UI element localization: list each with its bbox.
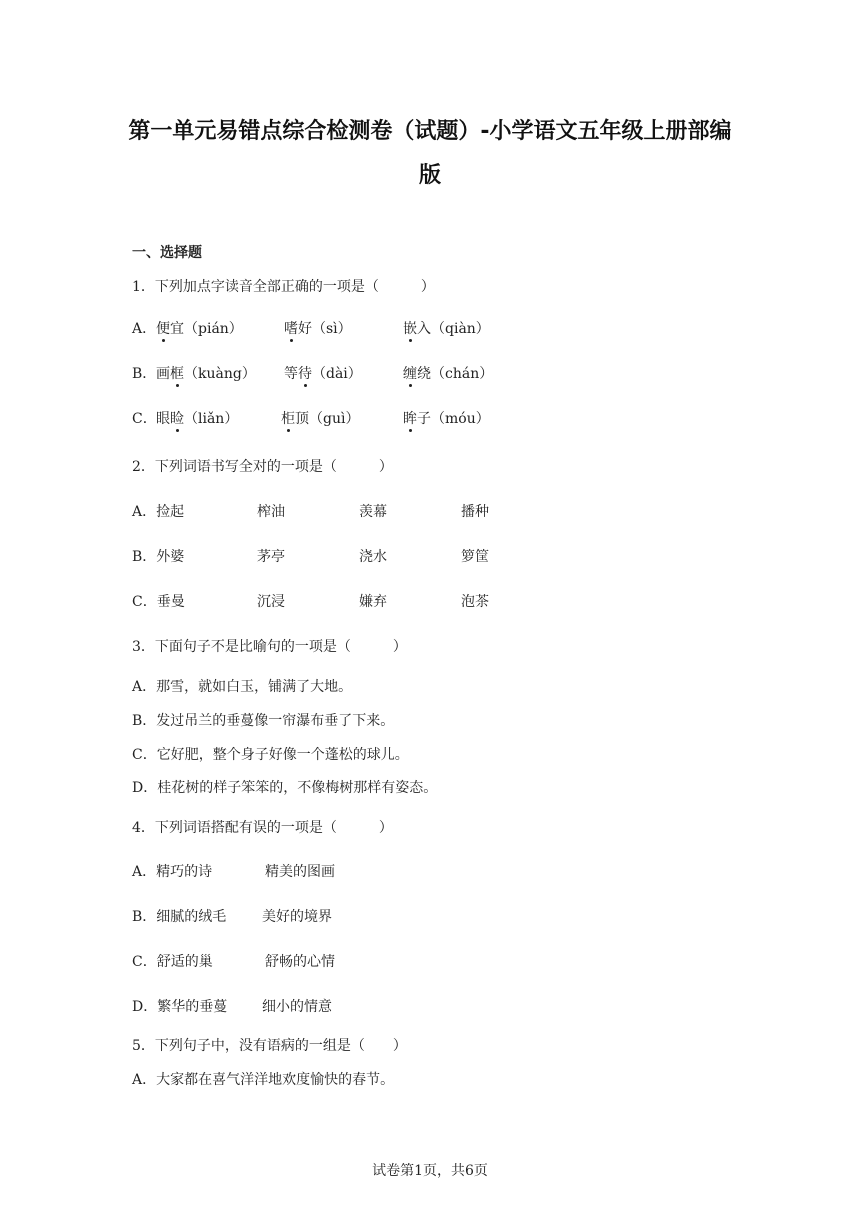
word-cell: 泡茶 bbox=[461, 594, 489, 610]
word-cell: 浇水 bbox=[359, 549, 387, 565]
word-cell: 播种 bbox=[461, 504, 489, 520]
word-cell: 嫌弃 bbox=[359, 594, 387, 610]
pinyin-word: 嵌入（qiàn） bbox=[403, 318, 490, 338]
dotted-char: 待 bbox=[298, 363, 312, 383]
pinyin-word: 嗜好（sì） bbox=[284, 318, 352, 338]
document-title-line2: 版 bbox=[418, 163, 441, 188]
dotted-char: 眸 bbox=[403, 408, 417, 428]
dotted-char: 便 bbox=[156, 318, 170, 338]
question-5-stem: 5．下列句子中，没有语病的一组是（ ） bbox=[132, 1038, 407, 1054]
word-cell: 羡幕 bbox=[359, 504, 387, 520]
pinyin-word: 眼睑（liǎn） bbox=[156, 408, 238, 428]
word-cell: B．外婆 bbox=[132, 549, 185, 565]
dotted-char: 柜 bbox=[281, 408, 295, 428]
document-title-line1: 第一单元易错点综合检测卷（试题）-小学语文五年级上册部编 bbox=[128, 119, 732, 144]
phrase-cell: B．细腻的绒毛 bbox=[132, 909, 227, 925]
question-5-option-a: A．大家都在喜气洋洋地欢度愉快的春节。 bbox=[132, 1072, 395, 1088]
page-footer: 试卷第1页，共6页 bbox=[372, 1163, 488, 1179]
question-1-stem: 1．下列加点字读音全部正确的一项是（ ） bbox=[132, 279, 435, 295]
section-heading: 一、选择题 bbox=[132, 245, 202, 261]
word-cell: C．垂曼 bbox=[132, 594, 185, 610]
option-label: C． bbox=[132, 411, 157, 427]
dotted-char: 嵌 bbox=[403, 318, 417, 338]
question-4-stem: 4．下列词语搭配有误的一项是（ ） bbox=[132, 820, 393, 836]
phrase-cell: D．繁华的垂蔓 bbox=[132, 999, 228, 1015]
word-cell: 榨油 bbox=[257, 504, 285, 520]
pinyin-word: 眸子（móu） bbox=[403, 408, 490, 428]
question-2-stem: 2．下列词语书写全对的一项是（ ） bbox=[132, 459, 393, 475]
pinyin-word: 缠绕（chán） bbox=[403, 363, 493, 383]
phrase-cell: 舒畅的心情 bbox=[265, 954, 335, 970]
pinyin-word: 等待（dài） bbox=[284, 363, 362, 383]
dotted-char: 缠 bbox=[403, 363, 417, 383]
question-3-option-a: A．那雪，就如白玉，铺满了大地。 bbox=[132, 679, 353, 695]
dotted-char: 嗜 bbox=[284, 318, 298, 338]
option-label: B． bbox=[132, 366, 157, 382]
pinyin-word: 柜顶（guì） bbox=[281, 408, 359, 428]
word-cell: 箩筐 bbox=[461, 549, 489, 565]
dotted-char: 睑 bbox=[170, 408, 184, 428]
question-3-stem: 3．下面句子不是比喻句的一项是（ ） bbox=[132, 639, 407, 655]
question-3-option-c: C．它好肥，整个身子好像一个蓬松的球儿。 bbox=[132, 747, 409, 763]
phrase-cell: A．精巧的诗 bbox=[132, 864, 213, 880]
phrase-cell: 细小的情意 bbox=[262, 999, 332, 1015]
word-cell: 沉浸 bbox=[257, 594, 285, 610]
phrase-cell: 美好的境界 bbox=[262, 909, 332, 925]
word-cell: A．捡起 bbox=[132, 504, 185, 520]
phrase-cell: C．舒适的巢 bbox=[132, 954, 213, 970]
question-3-option-d: D．桂花树的样子笨笨的，不像梅树那样有姿态。 bbox=[132, 780, 438, 796]
pinyin-word: 画框（kuàng） bbox=[156, 363, 256, 383]
question-3-option-b: B．发过吊兰的垂蔓像一帘瀑布垂了下来。 bbox=[132, 713, 395, 729]
dotted-char: 框 bbox=[170, 363, 184, 383]
pinyin-word: 便宜（pián） bbox=[156, 318, 243, 338]
word-cell: 茅亭 bbox=[257, 549, 285, 565]
option-label: A． bbox=[132, 321, 157, 337]
phrase-cell: 精美的图画 bbox=[265, 864, 335, 880]
